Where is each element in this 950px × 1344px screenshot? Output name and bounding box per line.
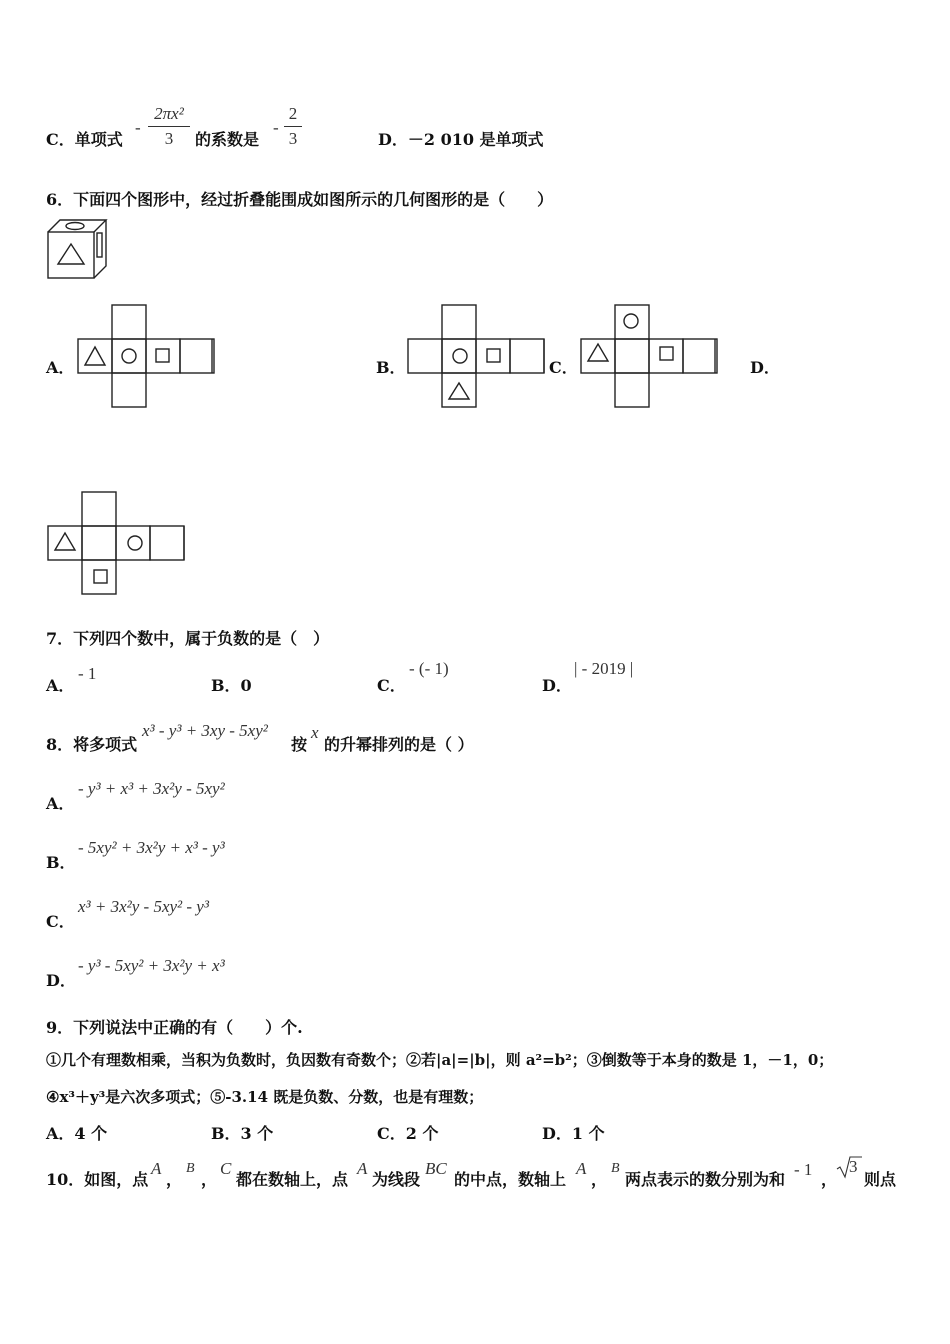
q10-sep-3: ， [591, 1170, 608, 1189]
q9-option-b: B．3 个 [211, 1124, 274, 1143]
q7-option-c-label: C． [377, 676, 406, 695]
q8-stem-expression: x³ - y³ + 3xy - 5xy² [142, 721, 268, 740]
q7-option-c-value: - (- 1) [409, 659, 449, 678]
q7-option-d-label: D． [542, 676, 572, 695]
q8-stem-mid: 按 [291, 735, 308, 754]
q9-option-c: C．2 个 [377, 1124, 439, 1143]
q7-option-d-value: | - 2019 | [574, 659, 634, 678]
q6-option-d-label: D． [750, 358, 780, 377]
q9-option-a: A．4 个 [46, 1124, 108, 1143]
circle-icon [453, 349, 467, 363]
q10-text-4: 的中点，数轴上 [454, 1170, 567, 1189]
net-d[interactable] [46, 490, 190, 596]
q8-option-b-expr: - 5xy² + 3x²y + x³ - y³ [78, 838, 225, 857]
q9-stem: 9．下列说法中正确的有（ ）个. [46, 1018, 303, 1037]
q7-stem: 7．下列四个数中，属于负数的是（ ） [46, 629, 330, 648]
q9-option-d: D．1 个 [542, 1124, 605, 1143]
cube-figure [44, 218, 110, 280]
square-icon [660, 347, 673, 360]
q8-option-a-expr: - y³ + x³ + 3x²y - 5xy² [78, 779, 225, 798]
q10-point-c: C [220, 1159, 232, 1178]
q6-stem: 6．下面四个图形中，经过折叠能围成如图所示的几何图形的是（ ） [46, 190, 554, 209]
q10-text-3: 为线段 [372, 1170, 421, 1189]
q10-point-a2: A [357, 1159, 368, 1178]
q10-point-a: A [151, 1159, 162, 1178]
q10-point-b: B [186, 1161, 195, 1176]
q10-point-b2: B [611, 1161, 620, 1176]
square-icon [487, 349, 500, 362]
q8-stem-pre: 8．将多项式 [46, 735, 138, 754]
q6-option-c-label: C． [549, 358, 578, 377]
q6-option-b-label: B． [376, 358, 406, 377]
q8-stem-post: 的升幂排列的是（ ） [324, 735, 474, 754]
triangle-icon [55, 533, 75, 550]
q5-minus: - [135, 118, 141, 137]
q9-statements-line2: ④x³＋y³是六次多项式；⑤-3.14 既是负数、分数，也是有理数； [46, 1088, 484, 1106]
q10-text-1: 10．如图，点 [46, 1170, 149, 1189]
q5-mid-text: 的系数是 [195, 130, 260, 149]
q8-option-a-label: A． [46, 794, 75, 813]
q7-option-b: B．0 [211, 676, 252, 695]
q9-statements-line1: ①几个有理数相乘，当积为负数时，负因数有奇数个；②若|a|=|b|，则 a²=b²；③倒数等于本身的数是 1，－1，0； [46, 1051, 834, 1069]
q10-value-2: 3 [849, 1157, 858, 1176]
net-a[interactable] [76, 303, 218, 409]
q10-value-1: - 1 [794, 1160, 813, 1179]
q5-option-c-label: C．单项式 [46, 130, 123, 149]
triangle-icon [85, 347, 105, 365]
q10-text-5: 两点表示的数分别为和 [625, 1170, 786, 1189]
q8-option-d-expr: - y³ - 5xy² + 3x²y + x³ [78, 956, 225, 975]
q8-stem-var: x [311, 723, 319, 742]
q8-option-d-label: D． [46, 971, 76, 990]
q10-sep-4: ， [821, 1170, 838, 1189]
q6-option-a-label: A． [46, 358, 75, 377]
q5-fraction-monomial: 2πx² 3 [148, 104, 190, 149]
q8-option-c-expr: x³ + 3x²y - 5xy² - y³ [78, 897, 209, 916]
q7-option-a-label: A． [46, 676, 75, 695]
circle-icon [128, 536, 142, 550]
square-icon [156, 349, 169, 362]
circle-icon [122, 349, 136, 363]
q5-option-d: D．－2 010 是单项式 [378, 130, 544, 149]
q10-segment-bc: BC [425, 1159, 447, 1178]
triangle-icon [449, 383, 469, 399]
net-b[interactable] [406, 303, 550, 409]
net-c[interactable] [579, 303, 721, 409]
q10-sep-1: ， [166, 1170, 183, 1189]
q10-text-2: 都在数轴上，点 [236, 1170, 349, 1189]
q5-fraction-coefficient: 2 3 [284, 104, 302, 149]
q8-option-b-label: B． [46, 853, 76, 872]
q10-point-a3: A [576, 1159, 587, 1178]
square-icon [94, 570, 107, 583]
q5-minus2: - [273, 118, 279, 137]
circle-icon [624, 314, 638, 328]
triangle-icon [588, 344, 608, 361]
q10-text-6: 则点 [864, 1170, 897, 1189]
q10-sep-2: ， [201, 1170, 218, 1189]
q7-option-a-value: - 1 [78, 664, 97, 683]
q8-option-c-label: C． [46, 912, 75, 931]
